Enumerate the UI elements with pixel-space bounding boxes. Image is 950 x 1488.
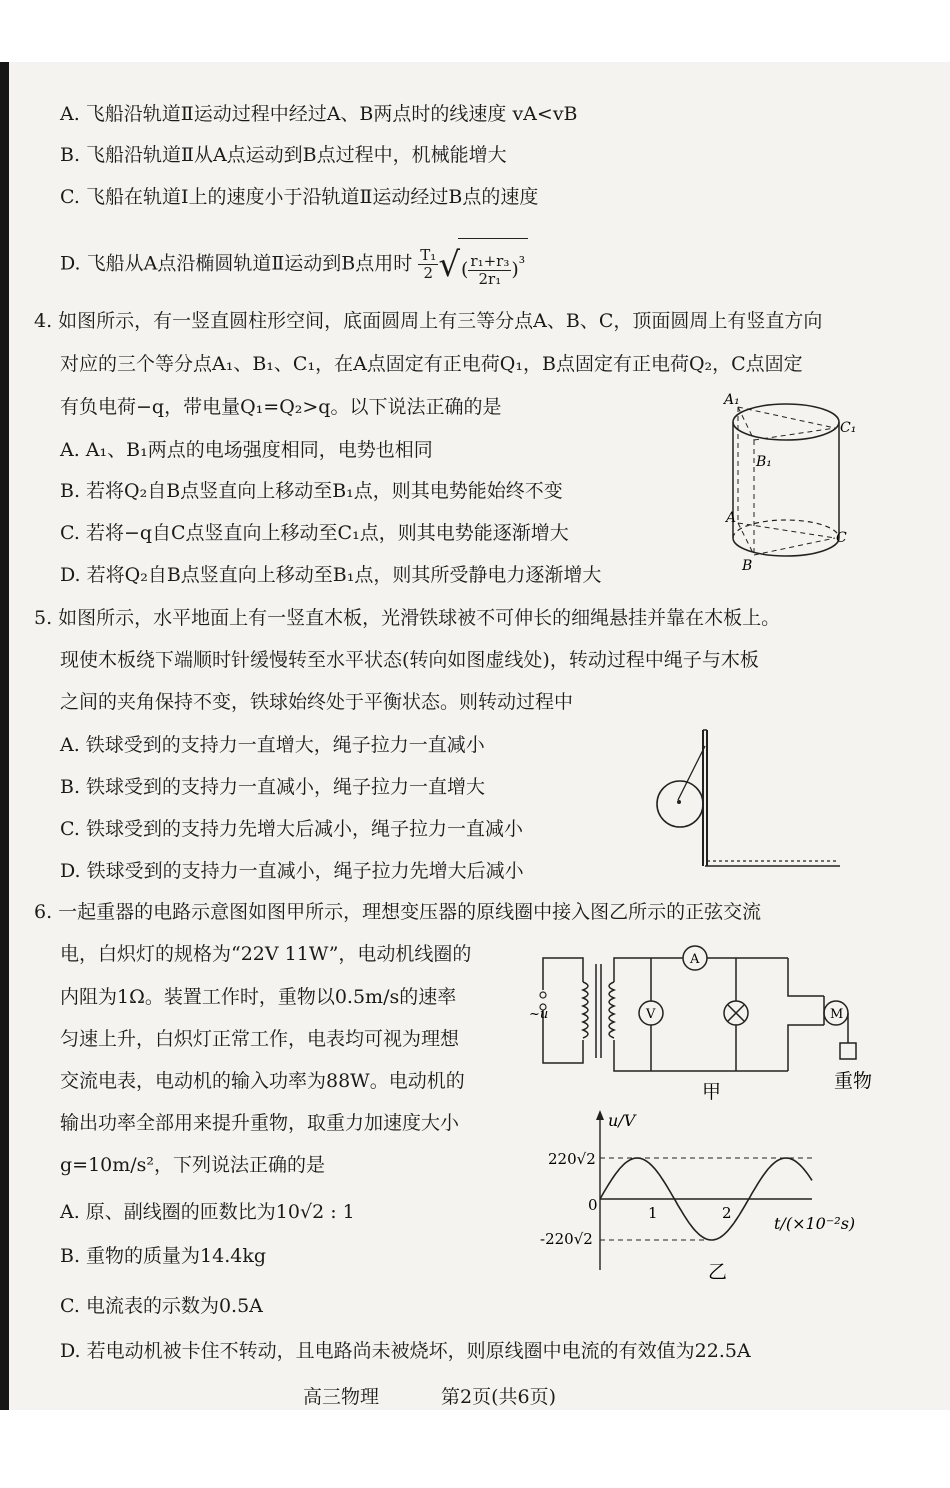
q6-stem-line-2: 电，白炽灯的规格为“22V 11W”，电动机线圈的	[60, 943, 472, 965]
rope	[678, 746, 705, 800]
weight-label: 重物	[834, 1070, 873, 1092]
x-axis-label: t/(×10⁻²s)	[774, 1214, 856, 1233]
q4-option-c: C. 若将−q自C点竖直向上移动至C₁点，则其电势能逐渐增大	[60, 522, 569, 544]
x-tick-2: 2	[722, 1204, 732, 1222]
circuit-diagram	[528, 938, 888, 1100]
scan-edge	[0, 62, 9, 1410]
source-label: ~u	[529, 1007, 549, 1022]
chart-caption: 乙	[708, 1261, 728, 1283]
ammeter-label: A	[690, 952, 700, 967]
primary-top-wire	[543, 958, 583, 990]
q4-option-a: A. A₁、B₁两点的电场强度相同，电势也相同	[60, 439, 433, 461]
cylinder-bottom-back	[733, 520, 839, 538]
circuit-caption: 甲	[702, 1081, 722, 1100]
terminal-top	[540, 992, 546, 998]
r-denominator: 2r₁	[478, 269, 502, 288]
paren-left: (	[460, 258, 469, 281]
q5-option-c: C. 铁球受到的支持力先增大后减小，绳子拉力一直减小	[60, 818, 523, 840]
q6-stem-line-7: g=10m/s²，下列说法正确的是	[60, 1154, 326, 1176]
bottom-triangle-ac	[738, 523, 835, 538]
weight-block	[840, 1043, 856, 1059]
q4-option-d: D. 若将Q₂自B点竖直向上移动至B₁点，则其所受静电力逐渐增大	[60, 564, 602, 586]
bottom-wire	[614, 1040, 788, 1071]
board-ball-figure	[650, 728, 850, 876]
q4-stem-line-2: 对应的三个等分点A₁、B₁、C₁，在A点固定有正电荷Q₁，B点固定有正电荷Q₂，C点固定	[60, 353, 803, 375]
label-b: B	[742, 558, 753, 574]
x-tick-1: 1	[648, 1204, 658, 1222]
r-numerator: r₁+r₃	[470, 251, 510, 270]
label-a1: A₁	[724, 392, 740, 408]
label-b1: B₁	[756, 454, 772, 470]
q5-stem-line-1: 5. 如图所示，水平地面上有一竖直木板，光滑铁球被不可伸长的细绳悬挂并靠在木板上。	[34, 607, 781, 629]
q5-option-d: D. 铁球受到的支持力一直减小，绳子拉力先增大后减小	[60, 860, 524, 882]
q4-stem-line-1: 4. 如图所示，有一竖直圆柱形空间，底面圆周上有三等分点A、B、C，顶面圆周上有竖直方向	[34, 310, 823, 332]
q3-option-a: A. 飞船沿轨道Ⅱ运动过程中经过A、B两点时的线速度 vA<vB	[60, 103, 578, 125]
q6-option-c: C. 电流表的示数为0.5A	[60, 1295, 263, 1317]
label-a: A	[726, 510, 737, 526]
footer-subject: 高三物理	[303, 1386, 380, 1408]
q3-time-fraction	[418, 247, 438, 282]
q3-option-d-text: D. 飞船从A点沿椭圆轨道Ⅱ运动到B点用时	[60, 252, 413, 275]
y-axis-label: u/V	[608, 1111, 636, 1130]
secondary-top-wire	[614, 958, 683, 982]
q6-option-d: D. 若电动机被卡住不转动，且电路尚未被烧坏，则原线圈中电流的有效值为22.5A	[60, 1340, 751, 1362]
q6-stem-line-4: 匀速上升，白炽灯正常工作，电表均可视为理想	[60, 1028, 460, 1050]
iron-ball	[657, 781, 703, 827]
q3-option-b: B. 飞船沿轨道Ⅱ从A点运动到B点过程中，机械能增大	[60, 144, 507, 166]
primary-coil	[583, 982, 588, 1038]
top-triangle-b1c1	[754, 428, 835, 440]
secondary-coil	[609, 982, 614, 1038]
x-tick-0: 0	[588, 1196, 598, 1214]
sqrt-content	[458, 238, 528, 291]
ball-center	[677, 800, 681, 804]
q5-option-a: A. 铁球受到的支持力一直增大，绳子拉力一直减小	[60, 734, 485, 756]
q5-stem-line-2: 现使木板绕下端顺时针缓慢转至水平状态(转向如图虚线处)，转动过程中绳子与木板	[60, 649, 759, 671]
q6-stem-line-5: 交流电表，电动机的输入功率为88W。电动机的	[60, 1070, 465, 1092]
q6-stem-line-6: 输出功率全部用来提升重物，取重力加速度大小	[60, 1112, 460, 1134]
t-denominator: 2	[423, 264, 434, 283]
voltmeter-label: V	[646, 1007, 656, 1022]
q6-stem-line-1: 6. 一起重器的电路示意图如图甲所示，理想变压器的原线圈中接入图乙所示的正弦交流	[34, 901, 762, 923]
exponent: ³	[518, 253, 526, 272]
q6-option-a: A. 原、副线圈的匝数比为10√2 : 1	[60, 1201, 355, 1223]
t-numerator: T₁	[420, 246, 437, 265]
paren-right: )	[511, 258, 519, 281]
primary-bottom-wire	[543, 1010, 583, 1063]
q3-option-c: C. 飞船在轨道Ⅰ上的速度小于沿轨道Ⅱ运动经过B点的速度	[60, 186, 539, 208]
q4-stem-line-3: 有负电荷−q，带电量Q₁=Q₂>q。以下说法正确的是	[60, 396, 502, 418]
q3-option-d	[60, 238, 528, 291]
sqrt-icon: √	[438, 244, 460, 285]
bottom-triangle-bc	[754, 538, 835, 555]
label-c: C	[836, 530, 847, 546]
q6-stem-line-3: 内阻为1Ω。装置工作时，重物以0.5m/s的速率	[60, 986, 457, 1008]
q5-stem-line-3: 之间的夹角保持不变，铁球始终处于平衡状态。则转动过程中	[60, 691, 574, 713]
radius-fraction	[468, 253, 511, 288]
motor-wire-top	[788, 958, 824, 996]
motor-label: M	[830, 1007, 844, 1022]
y-axis-arrow	[596, 1110, 604, 1120]
y-tick-top: 220√2	[548, 1150, 596, 1168]
cylinder-bottom-front	[733, 538, 839, 556]
motor-wire-bottom	[788, 1025, 824, 1071]
footer-page: 第2页(共6页)	[441, 1386, 557, 1408]
sine-chart	[530, 1108, 880, 1288]
y-tick-bottom: -220√2	[540, 1230, 593, 1248]
top-triangle-a1c1	[738, 407, 835, 428]
label-c1: C₁	[840, 420, 857, 436]
cylinder-figure	[710, 390, 860, 575]
q5-option-b: B. 铁球受到的支持力一直减小，绳子拉力一直增大	[60, 776, 486, 798]
q4-option-b: B. 若将Q₂自B点竖直向上移动至B₁点，则其电势能始终不变	[60, 480, 563, 502]
q6-option-b: B. 重物的质量为14.4kg	[60, 1245, 267, 1267]
